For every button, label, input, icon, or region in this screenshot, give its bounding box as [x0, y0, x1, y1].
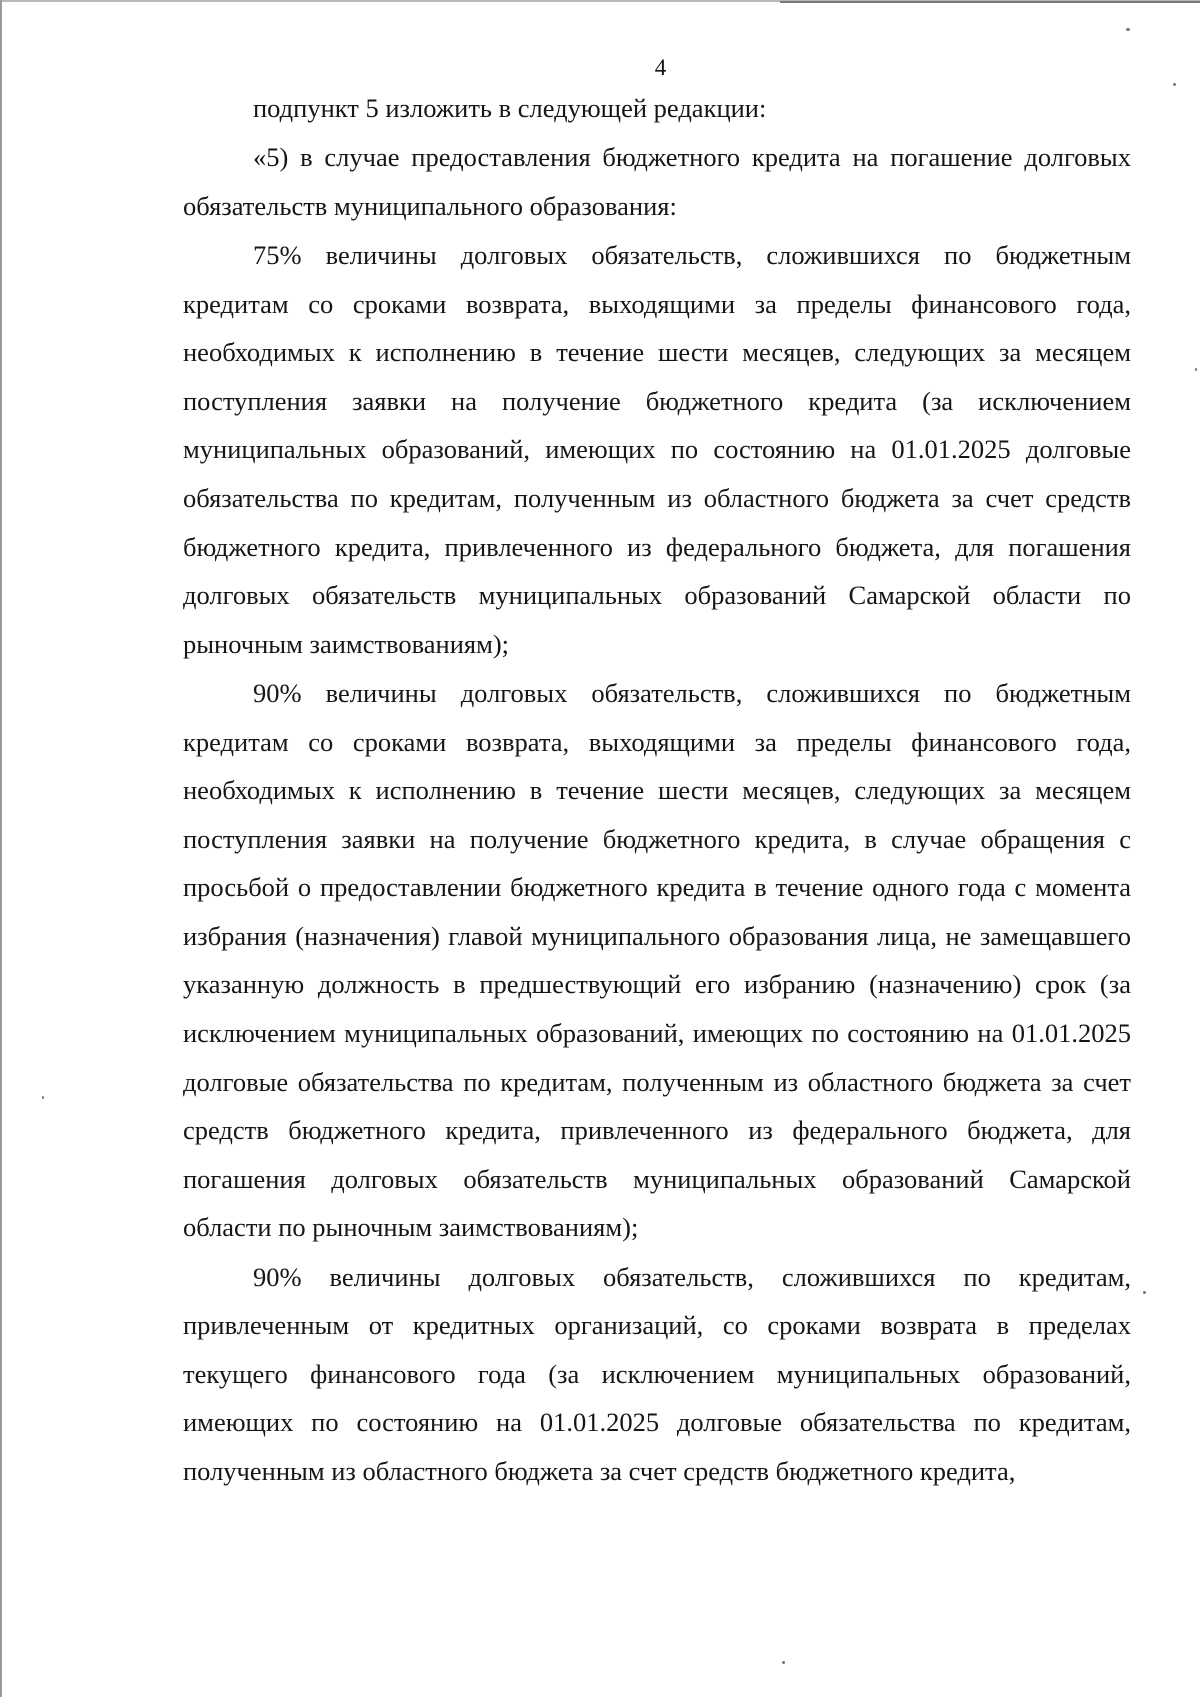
paragraph: «5) в случае предоставления бюджетного кредита на погашение долговых обязательств муниципального образования:	[183, 142, 1131, 221]
scan-speck	[1143, 1291, 1146, 1294]
scan-speck	[782, 1661, 785, 1664]
scan-speck	[1173, 83, 1176, 86]
scan-edge-top-right	[780, 1, 1200, 3]
paragraph: подпункт 5 изложить в следующей редакции:	[253, 93, 767, 123]
paragraph: 90% величины долговых обязательств, сложившихся по бюджетным кредитам со сроками возврата, выходящими за пределы финансового года, необходимых к исполнению в течение шести месяцев, следующих за месяцем поступления заявки на получение бюджетного кредита, в случае обращения с просьбой о предоставлении бюджетного кредита в течение одного года с момента избрания (назначения) главой муниципального образования лица, не замещавшего указанную должность в предшествующий его избранию (назначению) срок (за исключением муниципальных образований, имеющих по состоянию на 01.01.2025 долговые обязательства по кредитам, полученным из областного бюджета за счет средств бюджетного кредита, привлеченного из федерального бюджета, для погашения долговых обязательств муниципальных образований Самарской области по рыночным заимствованиям);	[183, 677, 1131, 1243]
paragraph: 75% величины долговых обязательств, сложившихся по бюджетным кредитам со сроками возврата, выходящими за пределы финансового года, необходимых к исполнению в течение шести месяцев, следующих за месяцем поступления заявки на получение бюджетного кредита (за исключением муниципальных образований, имеющих по состоянию на 01.01.2025 долговые обязательства по кредитам, полученным из областного бюджета за счет средств бюджетного кредита, привлеченного из федерального бюджета, для погашения долговых обязательств муниципальных образований Самарской области по рыночным заимствованиям);	[183, 239, 1131, 659]
body-text	[183, 84, 1131, 1496]
scan-edge-left	[0, 0, 2, 1697]
scan-speck	[42, 1096, 44, 1099]
paragraph: 90% величины долговых обязательств, сложившихся по кредитам, привлеченным от кредитных организаций, со сроками возврата в пределах текущего финансового года (за исключением муниципальных образований, имеющих по состоянию на 01.01.2025 долговые обязательства по кредитам, полученным из областного бюджета за счет средств бюджетного кредита,	[183, 1261, 1131, 1486]
scan-speck	[1126, 28, 1130, 31]
page-number: 4	[654, 55, 667, 80]
scan-speck	[1195, 368, 1197, 371]
